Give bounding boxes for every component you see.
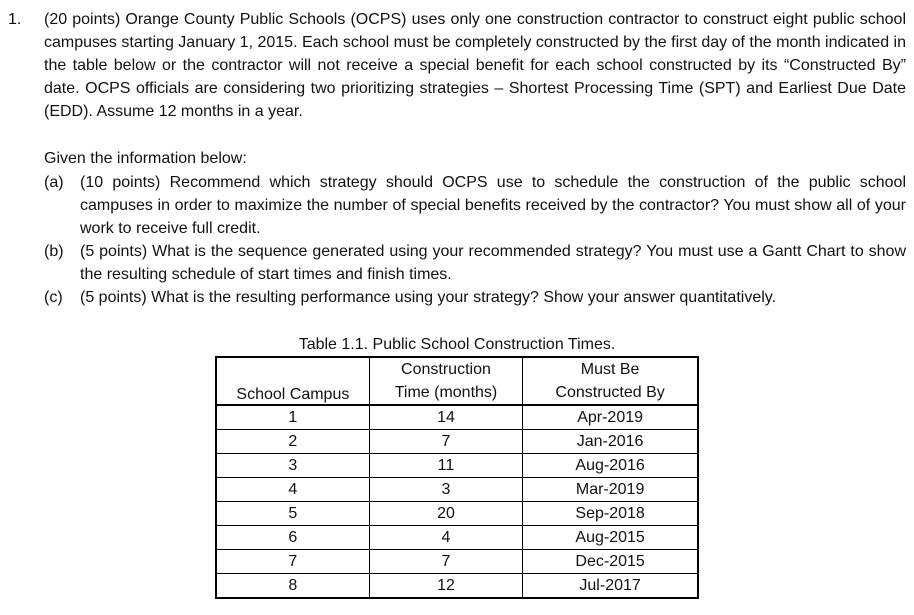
header-must-be-line1: Must Be bbox=[523, 357, 698, 381]
time-cell: 4 bbox=[369, 526, 522, 550]
sub-question-c bbox=[44, 286, 906, 309]
due-cell: Mar-2019 bbox=[523, 478, 698, 502]
table-row bbox=[216, 502, 698, 526]
header-must-be-line2: Constructed By bbox=[523, 381, 698, 405]
question-intro: (20 points) Orange County Public Schools (OCPS) uses only one construction contractor to construct eight public school campuses starting January 1, 2015. Each school must be completely constructed by the first day of the month indicated in the table below or the contractor will not receive a special benefit for each school constructed by its “Constructed By” date. OCPS officials are considering two prioritizing strategies – Shortest Processing Time (SPT) and Earliest Due Date (EDD). Assume 12 months in a year. bbox=[44, 11, 906, 120]
due-cell: Jan-2016 bbox=[523, 430, 698, 454]
sub-question-label: (b) bbox=[44, 243, 64, 260]
table-row bbox=[216, 405, 698, 430]
due-cell: Apr-2019 bbox=[523, 405, 698, 430]
sub-question-text: (5 points) What is the sequence generated using your recommended strategy? You must use a Gantt Chart to show the resulting schedule of start times and finish times. bbox=[80, 243, 906, 283]
header-school-campus: School Campus bbox=[216, 357, 369, 405]
time-cell: 11 bbox=[369, 454, 522, 478]
campus-cell: 6 bbox=[216, 526, 369, 550]
header-construction-line1: Construction bbox=[369, 357, 522, 381]
table-row bbox=[216, 574, 698, 599]
table-row bbox=[216, 454, 698, 478]
campus-cell: 2 bbox=[216, 430, 369, 454]
sub-question-label: (a) bbox=[44, 174, 64, 191]
campus-cell: 1 bbox=[216, 405, 369, 430]
construction-times-table bbox=[215, 356, 699, 599]
due-cell: Aug-2015 bbox=[523, 526, 698, 550]
sub-question-a bbox=[44, 171, 906, 240]
campus-cell: 7 bbox=[216, 550, 369, 574]
table-row bbox=[216, 478, 698, 502]
sub-question-text: (10 points) Recommend which strategy should OCPS use to schedule the construction of the public school campuses in order to maximize the number of special benefits received by the contractor? You must show all of your work to receive full credit. bbox=[80, 174, 906, 237]
campus-cell: 3 bbox=[216, 454, 369, 478]
campus-cell: 8 bbox=[216, 574, 369, 599]
sub-question-list bbox=[44, 171, 906, 309]
question-number: 1. bbox=[8, 11, 22, 28]
due-cell: Dec-2015 bbox=[523, 550, 698, 574]
sub-question-text: (5 points) What is the resulting performance using your strategy? Show your answer quantitatively. bbox=[80, 289, 777, 306]
sub-question-b bbox=[44, 240, 906, 286]
table-row bbox=[216, 526, 698, 550]
due-cell: Aug-2016 bbox=[523, 454, 698, 478]
due-cell: Sep-2018 bbox=[523, 502, 698, 526]
header-construction-line2: Time (months) bbox=[369, 381, 522, 405]
campus-cell: 4 bbox=[216, 478, 369, 502]
table-row bbox=[216, 430, 698, 454]
time-cell: 20 bbox=[369, 502, 522, 526]
campus-cell: 5 bbox=[216, 502, 369, 526]
given-heading: Given the information below: bbox=[44, 150, 247, 167]
time-cell: 3 bbox=[369, 478, 522, 502]
table-caption: Table 1.1. Public School Construction Times. bbox=[298, 336, 616, 353]
time-cell: 14 bbox=[369, 405, 522, 430]
sub-question-label: (c) bbox=[44, 289, 63, 306]
table-row bbox=[216, 550, 698, 574]
time-cell: 12 bbox=[369, 574, 522, 599]
table-header-row bbox=[216, 357, 698, 381]
due-cell: Jul-2017 bbox=[523, 574, 698, 599]
time-cell: 7 bbox=[369, 550, 522, 574]
time-cell: 7 bbox=[369, 430, 522, 454]
